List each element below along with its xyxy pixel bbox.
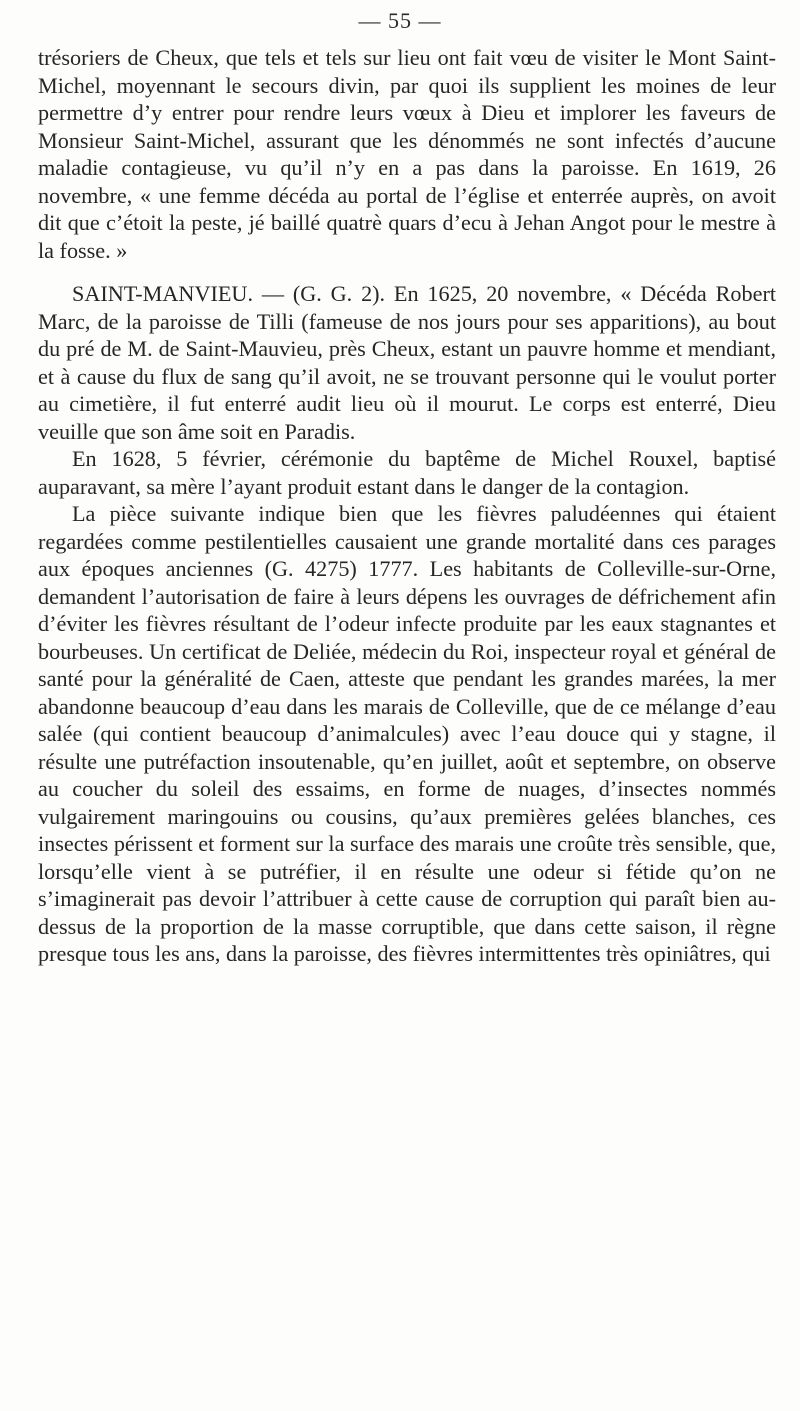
paragraph-saint-manvieu: SAINT-MANVIEU. — (G. G. 2). En 1625, 20 novembre, « Décéda Robert Marc, de la paroisse de Tilli (fameuse de nos jours pour ses apparitions), au bout du pré de M. de Saint-Mauvieu, près Cheux, estant un pauvre homme et mendiant, et à cause du flux de sang qu’il avoit, ne se trouvant personne qui le voulut porter au cimetière, il fut enterré audit lieu où il mourut. Le corps est enterré, Dieu veuille que son âme soit en Paradis. (38, 281, 776, 444)
paragraph-cheux-continuation: trésoriers de Cheux, que tels et tels sur lieu ont fait vœu de visiter le Mont Saint-Michel, moyennant le secours divin, par quoi ils supplient les moines de leur permettre d’y entrer pour rendre leurs vœux à Dieu et implorer les faveurs de Monsieur Saint-Michel, assurant que les dénommés ne sont infectés d’aucune maladie contagieuse, vu qu’il n’y en a pas dans la paroisse. En 1619, 26 novembre, « une femme décéda au portal de l’église et enterrée auprès, on avoit dit que c’étoit la peste, jé baillé quatrè quars d’ecu à Jehan Angot pour le mestre à la fosse. » (38, 45, 776, 263)
body-text (38, 44, 776, 968)
paragraph-fievres-colleville: La pièce suivante indique bien que les fièvres paludéennes qui étaient regardées comme pestilentielles causaient une grande mortalité dans ces parages aux époques anciennes (G. 4275) 1777. Les habitants de Colleville-sur-Orne, demandent l’autorisation de faire à leurs dépens les ouvrages de défrichement afin d’éviter les fièvres résultant de l’odeur infecte produite par les eaux stagnantes et bourbeuses. Un certificat de Deliée, médecin du Roi, inspecteur royal et général de santé pour la généralité de Caen, atteste que pendant les grandes marées, la mer abandonne beaucoup d’eau dans les marais de Colleville, que de ce mélange d’eau salée (qui contient beaucoup d’animalcules) avec l’eau douce qui y stagne, il résulte une putréfaction insoutenable, qu’en juillet, août et septembre, on observe au coucher du soleil des essaims, en forme de nuages, d’insectes nommés vulgairement maringouins ou cousins, qu’aux premières gelées blanches, ces insectes périssent et forment sur la surface des marais une croûte très sensible, que, lorsqu’elle vient à se putréfier, il en résulte une odeur si fétide qu’on ne s’imaginerait pas devoir l’attribuer à cette cause de corruption qui paraît bien au-dessus de la proportion de la masse corruptible, que dans cette saison, il règne presque tous les ans, dans la paroisse, des fièvres intermittentes très opiniâtres, qui (38, 501, 776, 966)
paragraph-bapteme-rouxel: En 1628, 5 février, cérémonie du baptême de Michel Rouxel, baptisé auparavant, sa mère l’ayant produit estant dans le danger de la contagion. (38, 446, 776, 499)
page-number: — 55 — (358, 8, 442, 33)
